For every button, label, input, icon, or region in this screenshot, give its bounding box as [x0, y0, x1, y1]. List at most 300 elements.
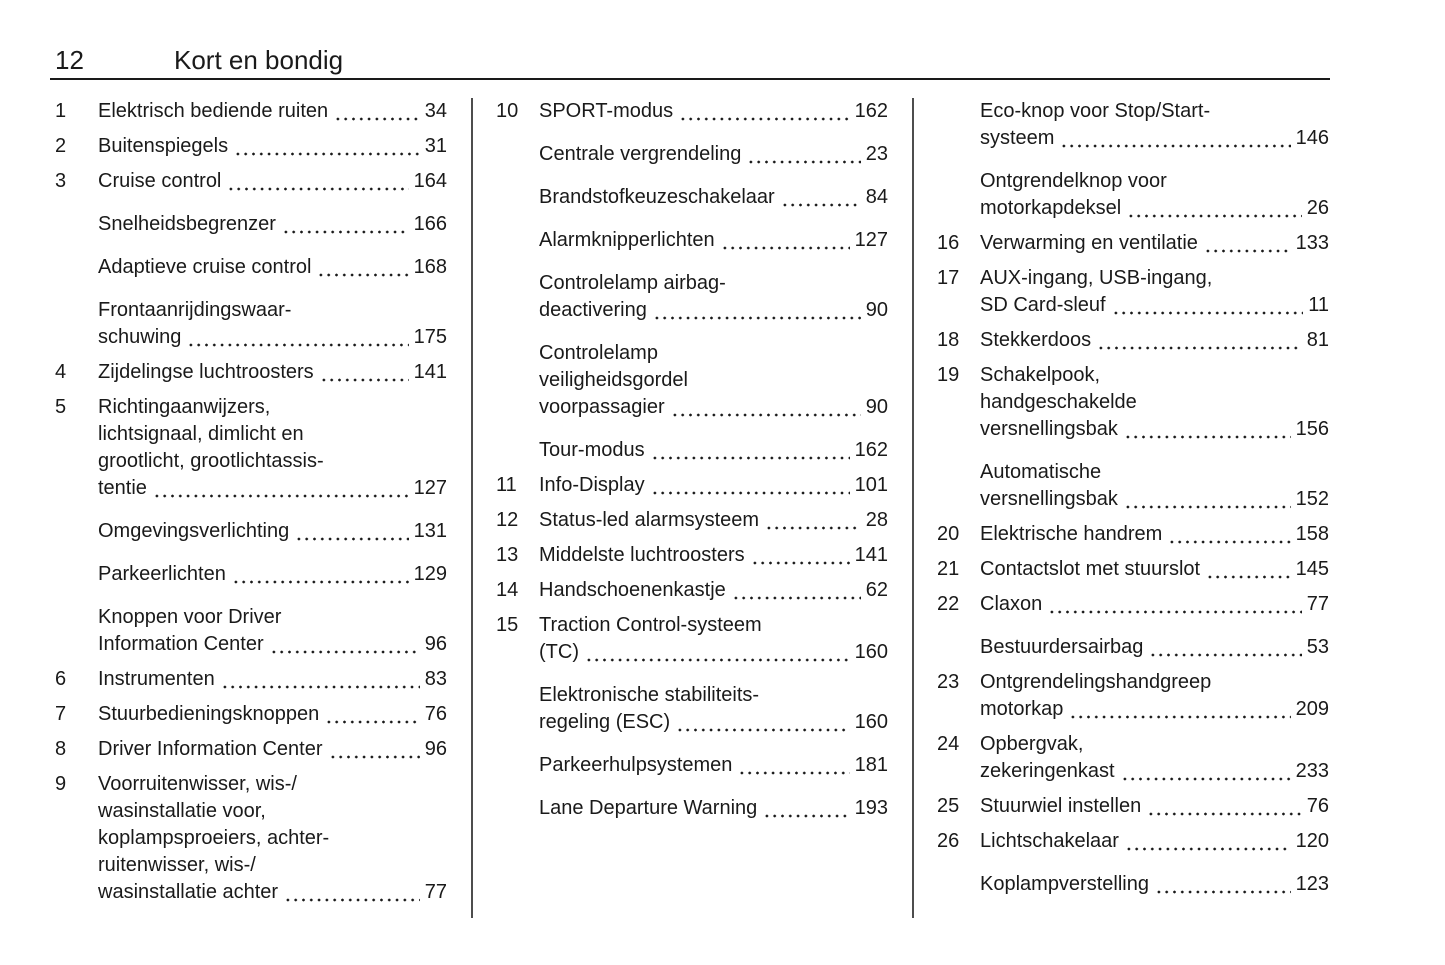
- entry-number: [496, 184, 539, 211]
- entry-page-number: 28: [865, 509, 888, 531]
- dot-leader: [1060, 125, 1290, 152]
- dot-leader: [1048, 591, 1301, 618]
- entry-text: Stekkerdoos: [980, 329, 1092, 351]
- toc-entry: [496, 472, 888, 499]
- entry-number: 23: [937, 671, 960, 693]
- toc-entry: [937, 634, 1329, 661]
- column-divider: [471, 98, 473, 918]
- entry-text: deactivering: [539, 299, 647, 321]
- entry-text: ruitenwisser, wis-/: [98, 854, 256, 876]
- entry-body: [539, 270, 888, 324]
- entry-text: koplampsproeiers, achter-: [98, 827, 330, 849]
- dot-leader: [1097, 327, 1302, 354]
- dot-leader: [651, 437, 850, 464]
- entry-number: [937, 871, 980, 898]
- entry-text: Richtingaanwijzers,: [98, 396, 271, 418]
- entry-body: [98, 771, 447, 906]
- entry-page-number: 23: [865, 143, 888, 165]
- entry-body: [539, 612, 888, 666]
- entry-page-number: 156: [1295, 418, 1329, 440]
- entry-number: 24: [937, 733, 960, 755]
- toc-columns: [55, 98, 1445, 918]
- entry-text: wasinstallatie achter: [98, 881, 279, 903]
- entry-text: versnellingsbak: [980, 488, 1118, 510]
- entry-page-number: 31: [424, 135, 447, 157]
- entry-page-number: 96: [424, 633, 447, 655]
- entry-text: Controlelamp: [539, 342, 658, 364]
- entry-body: [539, 340, 888, 421]
- entry-body: [539, 98, 888, 125]
- entry-text: zekeringenkast: [980, 760, 1115, 782]
- toc-entry: [55, 394, 447, 502]
- entry-number: 9: [55, 773, 67, 795]
- toc-entry: [496, 507, 888, 534]
- entry-body: [98, 297, 447, 351]
- entry-text: Handschoenenkastje: [539, 579, 726, 601]
- entry-page-number: 127: [854, 229, 888, 251]
- entry-body: [98, 168, 447, 195]
- page-header: [50, 44, 1330, 80]
- dot-leader: [751, 542, 850, 569]
- entry-number: [496, 795, 539, 822]
- toc-entry: [55, 771, 447, 906]
- dot-leader: [1125, 828, 1291, 855]
- entry-page-number: 160: [854, 641, 888, 663]
- entry-text: Stuurwiel instellen: [980, 795, 1142, 817]
- entry-page-number: 11: [1308, 294, 1329, 316]
- toc-entry: [937, 871, 1329, 898]
- entry-number: [496, 141, 539, 168]
- toc-entry: [55, 98, 447, 125]
- toc-entry: [496, 340, 888, 421]
- toc-entry: [937, 98, 1329, 152]
- entry-text: Elektrische handrem: [980, 523, 1163, 545]
- toc-column-2: [496, 98, 888, 822]
- entry-number: 12: [496, 509, 519, 531]
- entry-page-number: 26: [1306, 197, 1329, 219]
- entry-body: [539, 795, 888, 822]
- entry-text: Bestuurdersairbag: [980, 636, 1144, 658]
- entry-text: Controlelamp airbag-: [539, 272, 726, 294]
- toc-entry: [496, 98, 888, 125]
- entry-text: Cruise control: [98, 170, 222, 192]
- entry-text: Brandstofkeuzeschakelaar: [539, 186, 775, 208]
- toc-entry: [55, 604, 447, 658]
- entry-number: 22: [937, 593, 960, 615]
- dot-leader: [1121, 758, 1291, 785]
- entry-text: motorkap: [980, 698, 1064, 720]
- toc-entry: [55, 561, 447, 588]
- entry-page-number: 76: [424, 703, 447, 725]
- entry-body: [98, 211, 447, 238]
- entry-number: 21: [937, 558, 960, 580]
- entry-page-number: 83: [424, 668, 447, 690]
- toc-entry: [55, 359, 447, 386]
- entry-text: motorkapdeksel: [980, 197, 1122, 219]
- dot-leader: [329, 736, 420, 763]
- entry-page-number: 175: [413, 326, 447, 348]
- entry-text: SPORT-modus: [539, 100, 674, 122]
- entry-text: regeling (ESC): [539, 711, 671, 733]
- entry-number: 13: [496, 544, 519, 566]
- toc-entry: [55, 666, 447, 693]
- entry-body: [98, 254, 447, 281]
- dot-leader: [732, 577, 861, 604]
- entry-page-number: 133: [1295, 232, 1329, 254]
- entry-text: Eco-knop voor Stop/Start-: [980, 100, 1211, 122]
- entry-text: Verwarming en ventilatie: [980, 232, 1198, 254]
- entry-text: Koplampverstelling: [980, 873, 1149, 895]
- dot-leader: [221, 666, 420, 693]
- entry-number: [937, 459, 980, 513]
- entry-text: Adaptieve cruise control: [98, 256, 312, 278]
- entry-body: [98, 604, 447, 658]
- entry-number: [496, 270, 539, 324]
- entry-body: [980, 634, 1329, 661]
- entry-page-number: 131: [413, 520, 447, 542]
- entry-text: Lane Departure Warning: [539, 797, 758, 819]
- toc-entry: [937, 168, 1329, 222]
- entry-body: [980, 521, 1329, 548]
- entry-number: 25: [937, 795, 960, 817]
- entry-page-number: 141: [413, 361, 447, 383]
- entry-number: 1: [55, 100, 67, 122]
- entry-body: [539, 577, 888, 604]
- toc-entry: [937, 362, 1329, 443]
- entry-page-number: 84: [865, 186, 888, 208]
- entry-page-number: 193: [854, 797, 888, 819]
- dot-leader: [1124, 486, 1291, 513]
- entry-body: [980, 98, 1329, 152]
- entry-body: [539, 141, 888, 168]
- entry-text: Automatische: [980, 461, 1102, 483]
- entry-body: [980, 265, 1329, 319]
- entry-text: Claxon: [980, 593, 1043, 615]
- entry-number: 6: [55, 668, 67, 690]
- dot-leader: [1112, 292, 1304, 319]
- toc-entry: [937, 793, 1329, 820]
- entry-page-number: 96: [424, 738, 447, 760]
- entry-page-number: 90: [865, 396, 888, 418]
- entry-page-number: 77: [424, 881, 447, 903]
- entry-body: [980, 459, 1329, 513]
- entry-page-number: 164: [413, 170, 447, 192]
- dot-leader: [295, 518, 408, 545]
- entry-body: [98, 133, 447, 160]
- entry-body: [539, 542, 888, 569]
- entry-body: [980, 669, 1329, 723]
- entry-body: [539, 184, 888, 211]
- dot-leader: [284, 879, 420, 906]
- entry-body: [539, 472, 888, 499]
- toc-entry: [937, 327, 1329, 354]
- entry-page-number: 146: [1295, 127, 1329, 149]
- entry-text: Driver Information Center: [98, 738, 323, 760]
- entry-page-number: 127: [413, 477, 447, 499]
- entry-text: Elektronische stabiliteits-: [539, 684, 760, 706]
- entry-body: [98, 561, 447, 588]
- entry-body: [980, 591, 1329, 618]
- entry-text: Schakelpook,: [980, 364, 1101, 386]
- toc-column-1: [55, 98, 447, 906]
- entry-number: 5: [55, 396, 67, 418]
- dot-leader: [1206, 556, 1291, 583]
- entry-number: [55, 297, 98, 351]
- entry-page-number: 62: [865, 579, 888, 601]
- dot-leader: [1124, 416, 1291, 443]
- dot-leader: [781, 184, 861, 211]
- entry-page-number: 152: [1295, 488, 1329, 510]
- entry-text: Lichtschakelaar: [980, 830, 1119, 852]
- toc-entry: [937, 556, 1329, 583]
- dot-leader: [1149, 634, 1301, 661]
- entry-text: Parkeerhulpsystemen: [539, 754, 733, 776]
- entry-number: 8: [55, 738, 67, 760]
- entry-text: handgeschakelde: [980, 391, 1137, 413]
- page-number: 12: [55, 45, 84, 75]
- entry-text: systeem: [980, 127, 1055, 149]
- dot-leader: [187, 324, 408, 351]
- toc-entry: [55, 211, 447, 238]
- entry-body: [98, 359, 447, 386]
- entry-page-number: 166: [413, 213, 447, 235]
- dot-leader: [270, 631, 420, 658]
- entry-number: 7: [55, 703, 67, 725]
- entry-page-number: 123: [1295, 873, 1329, 895]
- toc-entry: [496, 184, 888, 211]
- dot-leader: [1147, 793, 1302, 820]
- entry-number: 10: [496, 100, 519, 122]
- entry-text: tentie: [98, 477, 147, 499]
- entry-number: [937, 634, 980, 661]
- dot-leader: [653, 297, 861, 324]
- entry-number: 20: [937, 523, 960, 545]
- dot-leader: [282, 211, 409, 238]
- entry-body: [980, 731, 1329, 785]
- entry-number: 26: [937, 830, 960, 852]
- toc-entry: [496, 612, 888, 666]
- entry-page-number: 158: [1295, 523, 1329, 545]
- entry-page-number: 168: [413, 256, 447, 278]
- entry-number: [496, 682, 539, 736]
- dot-leader: [234, 133, 420, 160]
- dot-leader: [320, 359, 409, 386]
- entry-page-number: 101: [854, 474, 888, 496]
- dot-leader: [1168, 521, 1290, 548]
- entry-number: 19: [937, 364, 960, 386]
- entry-body: [539, 507, 888, 534]
- entry-number: [55, 561, 98, 588]
- entry-number: [496, 752, 539, 779]
- toc-entry: [55, 168, 447, 195]
- column-divider: [912, 98, 914, 918]
- entry-text: (TC): [539, 641, 579, 663]
- toc-entry: [937, 230, 1329, 257]
- toc-column-3: [937, 98, 1329, 898]
- toc-entry: [937, 265, 1329, 319]
- entry-number: 18: [937, 329, 960, 351]
- toc-entry: [55, 254, 447, 281]
- entry-text: Snelheidsbegrenzer: [98, 213, 276, 235]
- entry-body: [539, 752, 888, 779]
- entry-text: Ontgrendelingshandgreep: [980, 671, 1212, 693]
- dot-leader: [1155, 871, 1291, 898]
- entry-page-number: 34: [424, 100, 447, 122]
- entry-page-number: 162: [854, 439, 888, 461]
- entry-page-number: 90: [865, 299, 888, 321]
- entry-body: [98, 701, 447, 728]
- entry-page-number: 53: [1306, 636, 1329, 658]
- entry-body: [980, 871, 1329, 898]
- entry-number: [55, 254, 98, 281]
- dot-leader: [763, 795, 849, 822]
- entry-number: [55, 211, 98, 238]
- entry-page-number: 145: [1295, 558, 1329, 580]
- entry-page-number: 76: [1306, 795, 1329, 817]
- entry-text: Middelste luchtroosters: [539, 544, 745, 566]
- dot-leader: [232, 561, 409, 588]
- entry-text: Ontgrendelknop voor: [980, 170, 1167, 192]
- dot-leader: [747, 141, 860, 168]
- entry-text: wasinstallatie voor,: [98, 800, 266, 822]
- toc-entry: [496, 577, 888, 604]
- entry-text: veiligheidsgordel: [539, 369, 688, 391]
- entry-text: Info-Display: [539, 474, 645, 496]
- entry-body: [980, 327, 1329, 354]
- entry-text: Alarmknipperlichten: [539, 229, 715, 251]
- toc-entry: [937, 521, 1329, 548]
- entry-body: [980, 793, 1329, 820]
- entry-page-number: 120: [1295, 830, 1329, 852]
- entry-number: [55, 518, 98, 545]
- entry-text: versnellingsbak: [980, 418, 1118, 440]
- entry-page-number: 160: [854, 711, 888, 733]
- dot-leader: [334, 98, 420, 125]
- entry-text: schuwing: [98, 326, 182, 348]
- toc-entry: [496, 437, 888, 464]
- entry-text: Zijdelingse luchtroosters: [98, 361, 314, 383]
- entry-number: 2: [55, 135, 67, 157]
- entry-number: [55, 604, 98, 658]
- dot-leader: [651, 472, 850, 499]
- toc-entry: [55, 518, 447, 545]
- toc-entry: [55, 701, 447, 728]
- toc-entry: [55, 736, 447, 763]
- toc-entry: [937, 731, 1329, 785]
- toc-entry: [496, 752, 888, 779]
- entry-body: [980, 168, 1329, 222]
- entry-number: 3: [55, 170, 67, 192]
- entry-body: [98, 98, 447, 125]
- dot-leader: [1069, 696, 1290, 723]
- toc-entry: [496, 270, 888, 324]
- entry-number: 4: [55, 361, 67, 383]
- entry-number: [937, 98, 980, 152]
- entry-page-number: 77: [1306, 593, 1329, 615]
- toc-entry: [496, 682, 888, 736]
- entry-text: Frontaanrijdingswaar-: [98, 299, 292, 321]
- entry-body: [980, 230, 1329, 257]
- dot-leader: [585, 639, 850, 666]
- toc-entry: [937, 459, 1329, 513]
- entry-text: Status-led alarmsysteem: [539, 509, 760, 531]
- entry-text: Stuurbedieningsknoppen: [98, 703, 320, 725]
- toc-entry: [937, 669, 1329, 723]
- entry-number: 11: [496, 474, 517, 496]
- entry-text: Centrale vergrendeling: [539, 143, 742, 165]
- entry-number: 14: [496, 579, 519, 601]
- dot-leader: [1127, 195, 1302, 222]
- toc-entry: [496, 141, 888, 168]
- dot-leader: [738, 752, 849, 779]
- dot-leader: [227, 168, 408, 195]
- dot-leader: [317, 254, 408, 281]
- toc-entry: [496, 542, 888, 569]
- dot-leader: [676, 709, 849, 736]
- entry-text: Instrumenten: [98, 668, 215, 690]
- entry-text: lichtsignaal, dimlicht en: [98, 423, 304, 445]
- toc-entry: [937, 591, 1329, 618]
- toc-entry: [496, 795, 888, 822]
- entry-page-number: 162: [854, 100, 888, 122]
- chapter-title: Kort en bondig: [174, 45, 344, 75]
- entry-text: Information Center: [98, 633, 264, 655]
- entry-number: 17: [937, 267, 960, 289]
- entry-body: [980, 828, 1329, 855]
- entry-body: [98, 666, 447, 693]
- entry-text: voorpassagier: [539, 396, 665, 418]
- entry-number: [496, 340, 539, 421]
- entry-number: 15: [496, 614, 519, 636]
- entry-text: Tour-modus: [539, 439, 645, 461]
- entry-body: [539, 437, 888, 464]
- dot-leader: [765, 507, 861, 534]
- entry-text: grootlicht, grootlichtassis-: [98, 450, 324, 472]
- entry-page-number: 209: [1295, 698, 1329, 720]
- dot-leader: [671, 394, 861, 421]
- entry-body: [980, 556, 1329, 583]
- entry-body: [539, 682, 888, 736]
- entry-text: Traction Control-systeem: [539, 614, 762, 636]
- entry-number: [496, 227, 539, 254]
- entry-text: Contactslot met stuurslot: [980, 558, 1201, 580]
- toc-entry: [55, 297, 447, 351]
- entry-page-number: 141: [854, 544, 888, 566]
- dot-leader: [325, 701, 419, 728]
- dot-leader: [153, 475, 409, 502]
- entry-body: [539, 227, 888, 254]
- entry-text: Omgevingsverlichting: [98, 520, 290, 542]
- entry-body: [980, 362, 1329, 443]
- entry-body: [98, 394, 447, 502]
- entry-text: Opbergvak,: [980, 733, 1084, 755]
- entry-body: [98, 736, 447, 763]
- dot-leader: [1204, 230, 1291, 257]
- dot-leader: [679, 98, 850, 125]
- entry-text: AUX-ingang, USB-ingang,: [980, 267, 1213, 289]
- entry-page-number: 233: [1295, 760, 1329, 782]
- toc-entry: [496, 227, 888, 254]
- entry-body: [98, 518, 447, 545]
- entry-text: Elektrisch bediende ruiten: [98, 100, 329, 122]
- entry-text: Knoppen voor Driver: [98, 606, 282, 628]
- entry-text: Buitenspiegels: [98, 135, 229, 157]
- entry-number: 16: [937, 232, 960, 254]
- entry-page-number: 129: [413, 563, 447, 585]
- entry-page-number: 81: [1306, 329, 1329, 351]
- entry-number: [496, 437, 539, 464]
- entry-text: Parkeerlichten: [98, 563, 226, 585]
